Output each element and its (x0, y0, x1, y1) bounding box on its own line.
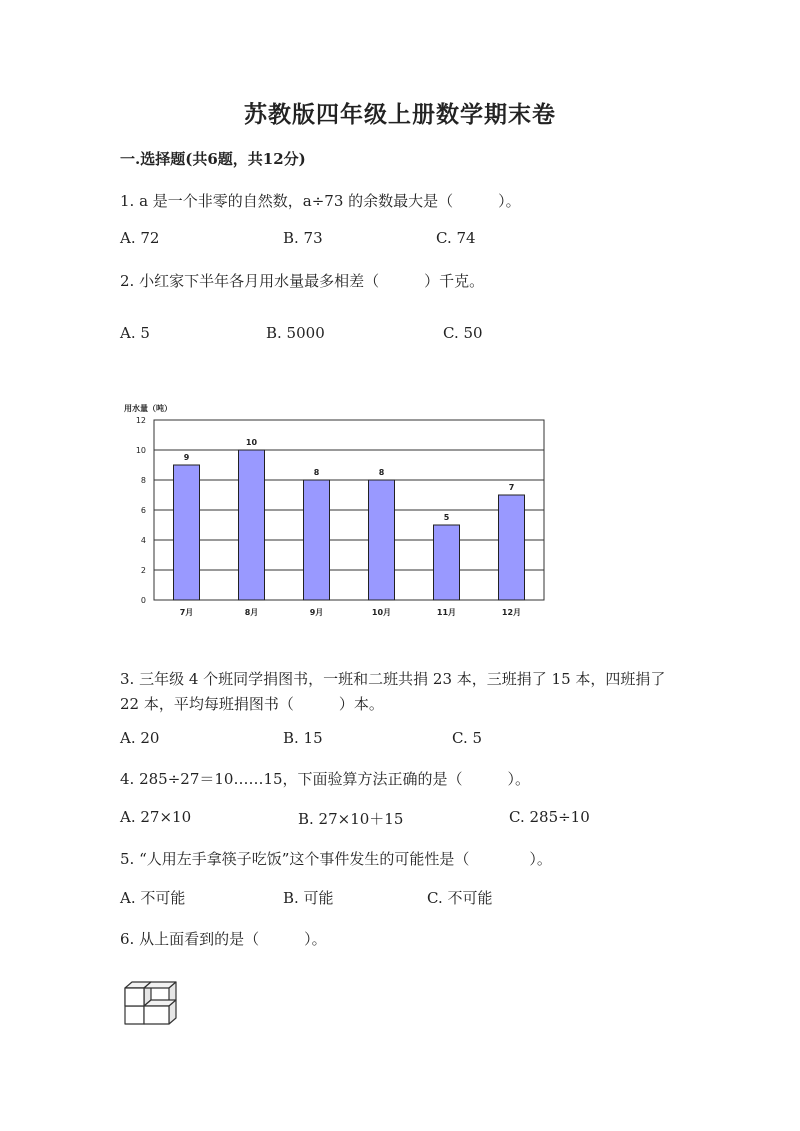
question-5: 5. “人用左手拿筷子吃饭”这个事件发生的可能性是（ ）。 (120, 850, 552, 868)
section-heading: 一.选择题(共6题，共12分) (120, 150, 306, 168)
x-tick-label: 12月 (501, 608, 522, 617)
question-6: 6. 从上面看到的是（ ）。 (120, 930, 327, 948)
y-tick-label: 2 (140, 566, 146, 575)
y-axis-title: 用水量（吨） (124, 404, 172, 413)
question-1-option-a[interactable]: A. 72 (120, 229, 160, 247)
data-label: 8 (378, 468, 385, 477)
y-tick-label: 8 (140, 476, 146, 485)
question-3-option-c[interactable]: C. 5 (452, 729, 483, 747)
x-tick-label: 8月 (244, 608, 259, 617)
page-title: 苏教版四年级上册数学期末卷 (244, 101, 556, 128)
water-usage-bar-chart (118, 398, 558, 628)
question-4: 4. 285÷27＝10……15，下面验算方法正确的是（ ）。 (120, 770, 531, 788)
question-1-option-b[interactable]: B. 73 (283, 229, 323, 247)
data-label: 9 (183, 453, 190, 462)
bar (369, 480, 395, 600)
bar (434, 525, 460, 600)
data-label: 5 (443, 513, 450, 522)
y-tick-label: 12 (135, 416, 146, 425)
bar (499, 495, 525, 600)
bar (174, 465, 200, 600)
x-tick-label: 11月 (436, 608, 457, 617)
question-2-option-c[interactable]: C. 50 (443, 324, 483, 342)
question-1-option-c[interactable]: C. 74 (436, 229, 476, 247)
y-tick-label: 0 (140, 596, 146, 605)
y-tick-label: 10 (135, 446, 146, 455)
y-tick-label: 6 (140, 506, 146, 515)
y-tick-label: 4 (140, 536, 146, 545)
cube-stack-figure (118, 978, 182, 1028)
x-tick-label: 7月 (179, 608, 194, 617)
question-5-option-c[interactable]: C. 不可能 (427, 889, 493, 907)
question-2-option-a[interactable]: A. 5 (120, 324, 150, 342)
question-5-option-a[interactable]: A. 不可能 (120, 889, 186, 907)
question-3-option-a[interactable]: A. 20 (120, 729, 160, 747)
bar (239, 450, 265, 600)
x-tick-label: 9月 (309, 608, 324, 617)
data-label: 10 (245, 438, 258, 447)
data-label: 7 (508, 483, 515, 492)
question-2-option-b[interactable]: B. 5000 (266, 324, 325, 342)
question-4-option-b[interactable]: B. 27×10＋15 (298, 810, 404, 828)
question-3-option-b[interactable]: B. 15 (283, 729, 323, 747)
bar (304, 480, 330, 600)
question-5-option-b[interactable]: B. 可能 (283, 889, 334, 907)
question-1: 1. a 是一个非零的自然数，a÷73 的余数最大是（ ）。 (120, 192, 521, 210)
question-4-option-c[interactable]: C. 285÷10 (509, 808, 590, 826)
question-4-option-a[interactable]: A. 27×10 (120, 808, 192, 826)
data-label: 8 (313, 468, 320, 477)
x-tick-label: 10月 (371, 608, 392, 617)
question-2: 2. 小红家下半年各月用水量最多相差（ ）千克。 (120, 272, 485, 290)
question-3: 3. 三年级 4 个班同学捐图书，一班和二班共捐 23 本，三班捐了 15 本，四班捐了 22 本，平均每班捐图书（ ）本。 (120, 670, 666, 713)
